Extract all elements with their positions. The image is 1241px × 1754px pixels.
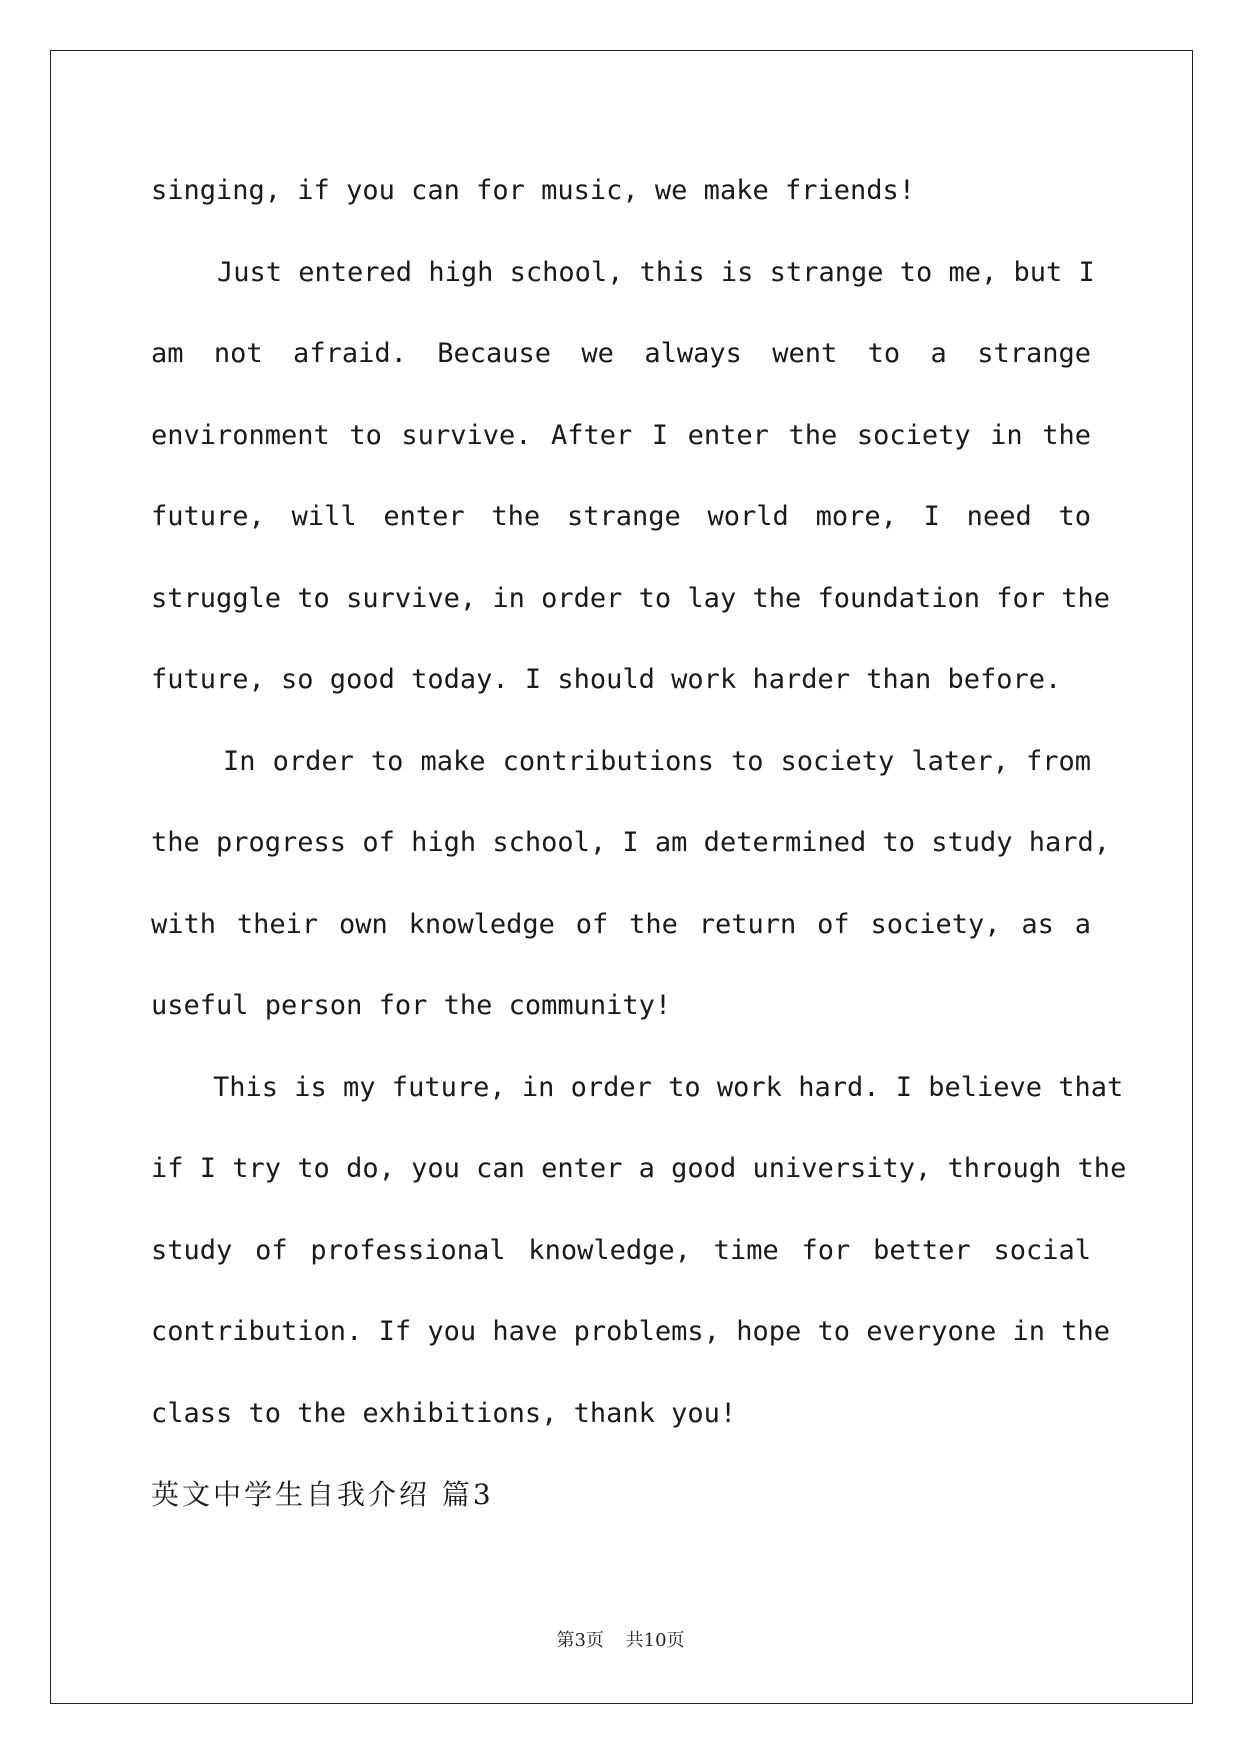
text-line: struggle to survive, in order to lay the foundation for the [151,582,1111,614]
text-line: contribution. If you have problems, hope to everyone in the [151,1316,1111,1347]
document-body [151,150,1127,1536]
text-line: In order to make contributions to society later, from [223,745,1091,777]
text-line: am not afraid. Because we always went to a strange [151,338,1091,369]
page-number-total: 共10页 [625,1630,685,1651]
page-number-current: 第3页 [556,1630,604,1651]
text-line: singing, if you can for music, we make friends! [151,175,916,206]
text-line: future, will enter the strange world more, I need to [151,501,1091,532]
text-line: environment to survive. After I enter the society in the [151,419,1091,451]
text-line: Just entered high school, this is strange to me, but I [217,256,1095,288]
text-line: This is my future, in order to work hard. I believe that [213,1071,1124,1103]
text-line: study of professional knowledge, time for better social [151,1234,1091,1266]
text-line: future, so good today. I should work harder than before. [151,664,1062,695]
text-line: with their own knowledge of the return of society, as a [151,908,1091,940]
page-footer [0,1626,1241,1652]
text-line: if I try to do, you can enter a good university, through the [151,1153,1127,1184]
text-line: the progress of high school, I am determined to study hard, [151,827,1111,858]
text-line: useful person for the community! [151,990,672,1021]
section-heading: 英文中学生自我介绍 篇3 [151,1478,494,1511]
text-line: class to the exhibitions, thank you! [151,1397,737,1429]
